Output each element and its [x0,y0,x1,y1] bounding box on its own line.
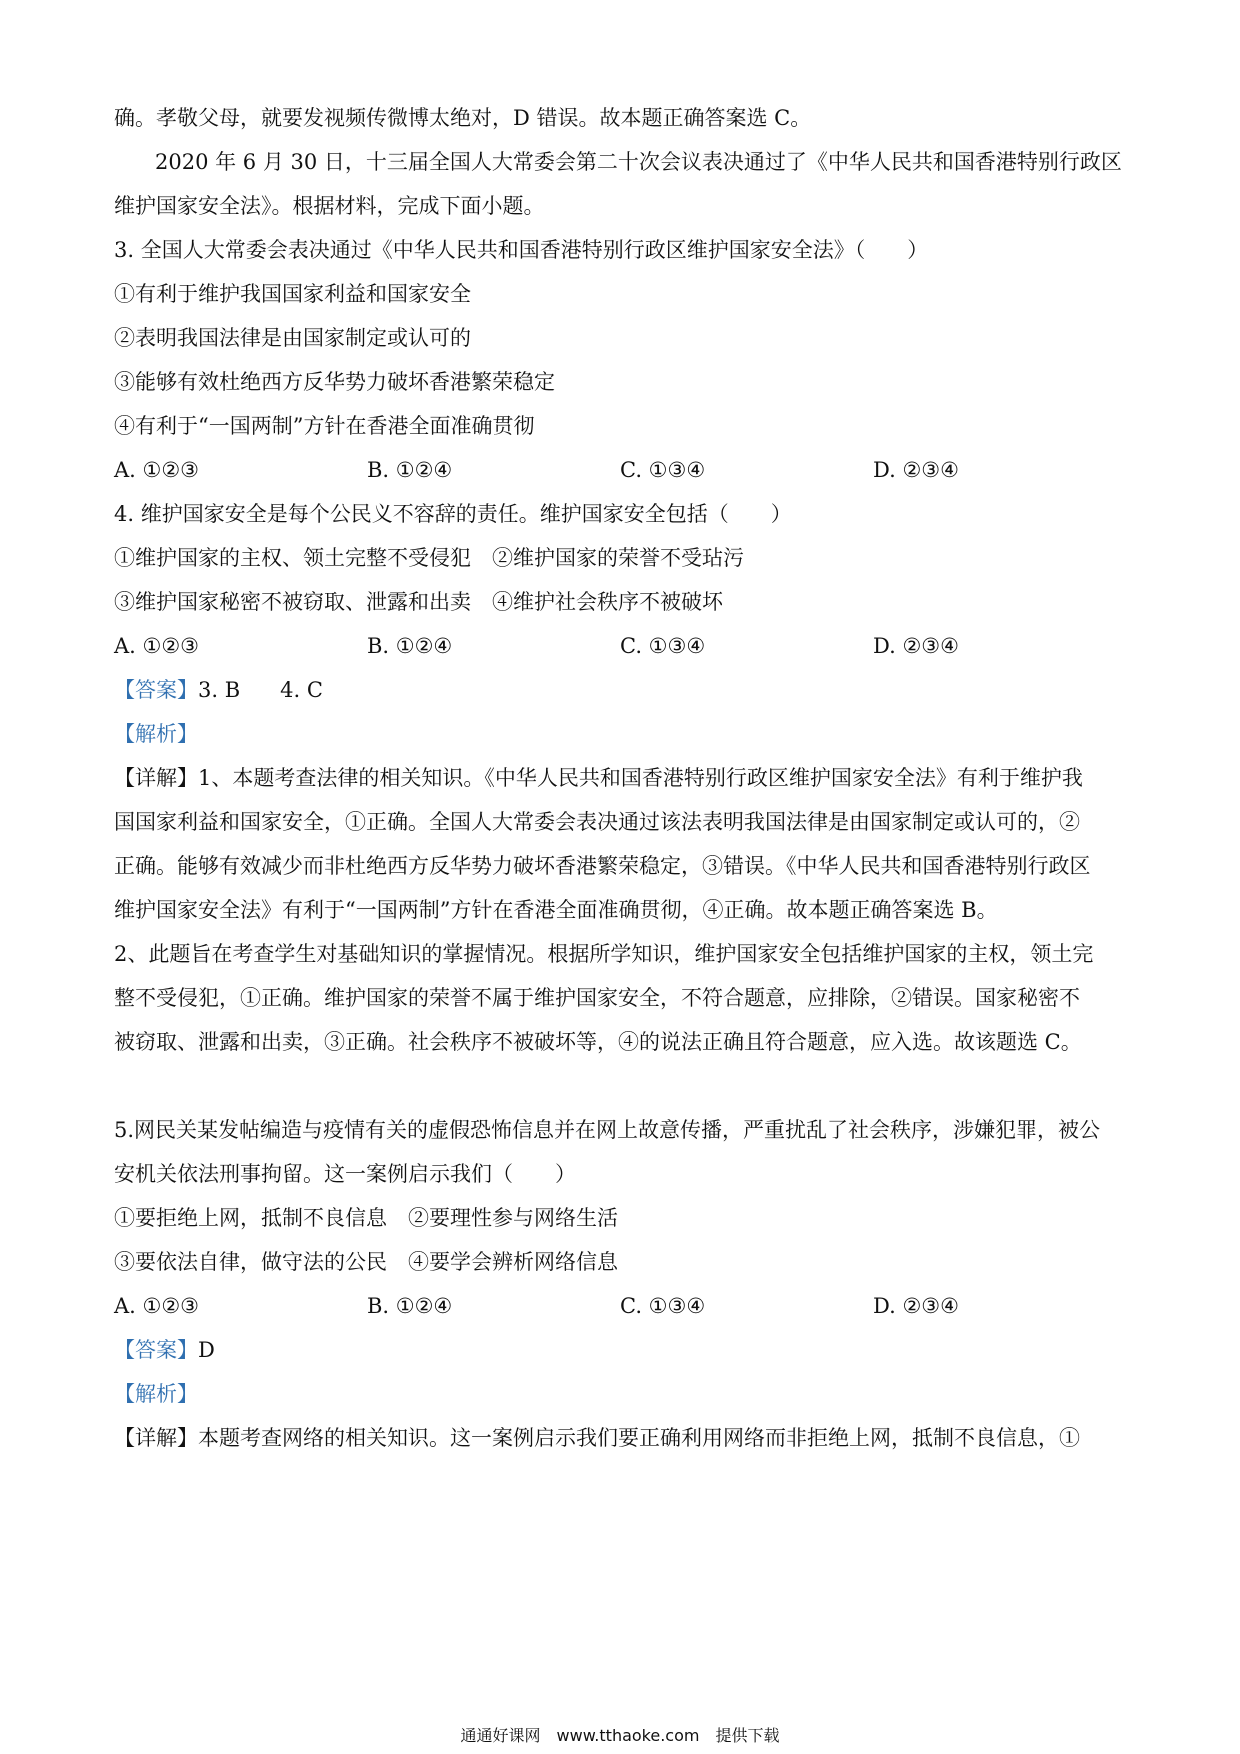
detail-3-4-line-2: 国国家利益和国家安全，①正确。全国人大常委会表决通过该法表明我国法律是由国家制定或认可的，② [114,810,1080,834]
answer-4: 4. C [280,678,323,702]
question-5-items-row-2: ③要依法自律，做守法的公民 ④要学会辨析网络信息 [114,1250,618,1274]
detail-3-4-line-5: 2、此题旨在考查学生对基础知识的掌握情况。根据所学知识，维护国家安全包括维护国家的主权，领土完 [114,942,1094,966]
answer-3: 3. B [198,678,241,702]
question-5-option-d: D. ②③④ [873,1294,959,1318]
question-3-option-c: C. ①③④ [620,458,706,482]
detail-5-tag: 【详解】 [114,1426,198,1450]
question-4-stem: 4. 维护国家安全是每个公民义不容辞的责任。维护国家安全包括（ ） [114,502,792,526]
detail-3-4-line-7: 被窃取、泄露和出卖，③正确。社会秩序不被破坏等，④的说法正确且符合题意，应入选。故该题选 C。 [114,1030,1082,1054]
analysis-tag-5: 【解析】 [114,1382,198,1406]
question-4-option-b: B. ①②④ [367,634,453,658]
analysis-tag-3-4: 【解析】 [114,722,198,746]
answer-5-tag: 【答案】 [114,1338,198,1362]
previous-explanation-tail: 确。孝敬父母，就要发视频传微博太绝对，D 错误。故本题正确答案选 C。 [114,106,812,130]
answer-5-value: D [198,1338,215,1362]
answer-3-4 [114,676,323,704]
material-line-1: 2020 年 6 月 30 日，十三届全国人大常委会第二十次会议表决通过了《中华人民共和国香港特别行政区 [155,150,1122,174]
question-4-option-c: C. ①③④ [620,634,706,658]
question-3-item-4: ④有利于“一国两制”方针在香港全面准确贯彻 [114,414,535,438]
detail-tag: 【详解】 [114,766,198,790]
detail-3-4-line-1 [114,764,1083,792]
question-5-option-a: A. ①②③ [114,1294,199,1318]
question-3-stem: 3. 全国人大常委会表决通过《中华人民共和国香港特别行政区维护国家安全法》（ ） [114,238,929,262]
question-3-option-b: B. ①②④ [367,458,453,482]
question-3-option-a: A. ①②③ [114,458,199,482]
question-3-option-d: D. ②③④ [873,458,959,482]
question-4-items-row-1: ①维护国家的主权、领土完整不受侵犯 ②维护国家的荣誉不受玷污 [114,546,744,570]
question-4-option-a: A. ①②③ [114,634,199,658]
answer-5 [114,1336,215,1364]
question-5-stem-line-1: 5.网民关某发帖编造与疫情有关的虚假恐怖信息并在网上故意传播，严重扰乱了社会秩序，涉嫌犯罪，被公 [114,1118,1101,1142]
question-5-option-b: B. ①②④ [367,1294,453,1318]
detail-3-4-line-6: 整不受侵犯，①正确。维护国家的荣誉不属于维护国家安全，不符合题意，应排除，②错误。国家秘密不 [114,986,1080,1010]
question-3-item-1: ①有利于维护我国国家利益和国家安全 [114,282,471,306]
footer-watermark: 通通好课网 www.tthaoke.com 提供下载 [460,1726,780,1745]
detail-5-text: 本题考查网络的相关知识。这一案例启示我们要正确利用网络而非拒绝上网，抵制不良信息，① [198,1426,1080,1450]
question-4-option-d: D. ②③④ [873,634,959,658]
detail-5-line-1 [114,1424,1080,1452]
question-3-item-3: ③能够有效杜绝西方反华势力破坏香港繁荣稳定 [114,370,555,394]
detail-3-4-text-1: 1、本题考查法律的相关知识。《中华人民共和国香港特别行政区维护国家安全法》有利于维护我 [198,766,1083,790]
question-5-items-row-1: ①要拒绝上网，抵制不良信息 ②要理性参与网络生活 [114,1206,618,1230]
question-5-stem-line-2: 安机关依法刑事拘留。这一案例启示我们（ ） [114,1162,576,1186]
material-line-2: 维护国家安全法》。根据材料，完成下面小题。 [114,194,545,218]
question-4-items-row-2: ③维护国家秘密不被窃取、泄露和出卖 ④维护社会秩序不被破坏 [114,590,723,614]
detail-3-4-line-4: 维护国家安全法》有利于“一国两制”方针在香港全面准确贯彻，④正确。故本题正确答案选 B。 [114,898,998,922]
answer-tag: 【答案】 [114,678,198,702]
detail-3-4-line-3: 正确。能够有效减少而非杜绝西方反华势力破坏香港繁荣稳定，③错误。《中华人民共和国香港特别行政区 [114,854,1091,878]
question-5-option-c: C. ①③④ [620,1294,706,1318]
question-3-item-2: ②表明我国法律是由国家制定或认可的 [114,326,471,350]
